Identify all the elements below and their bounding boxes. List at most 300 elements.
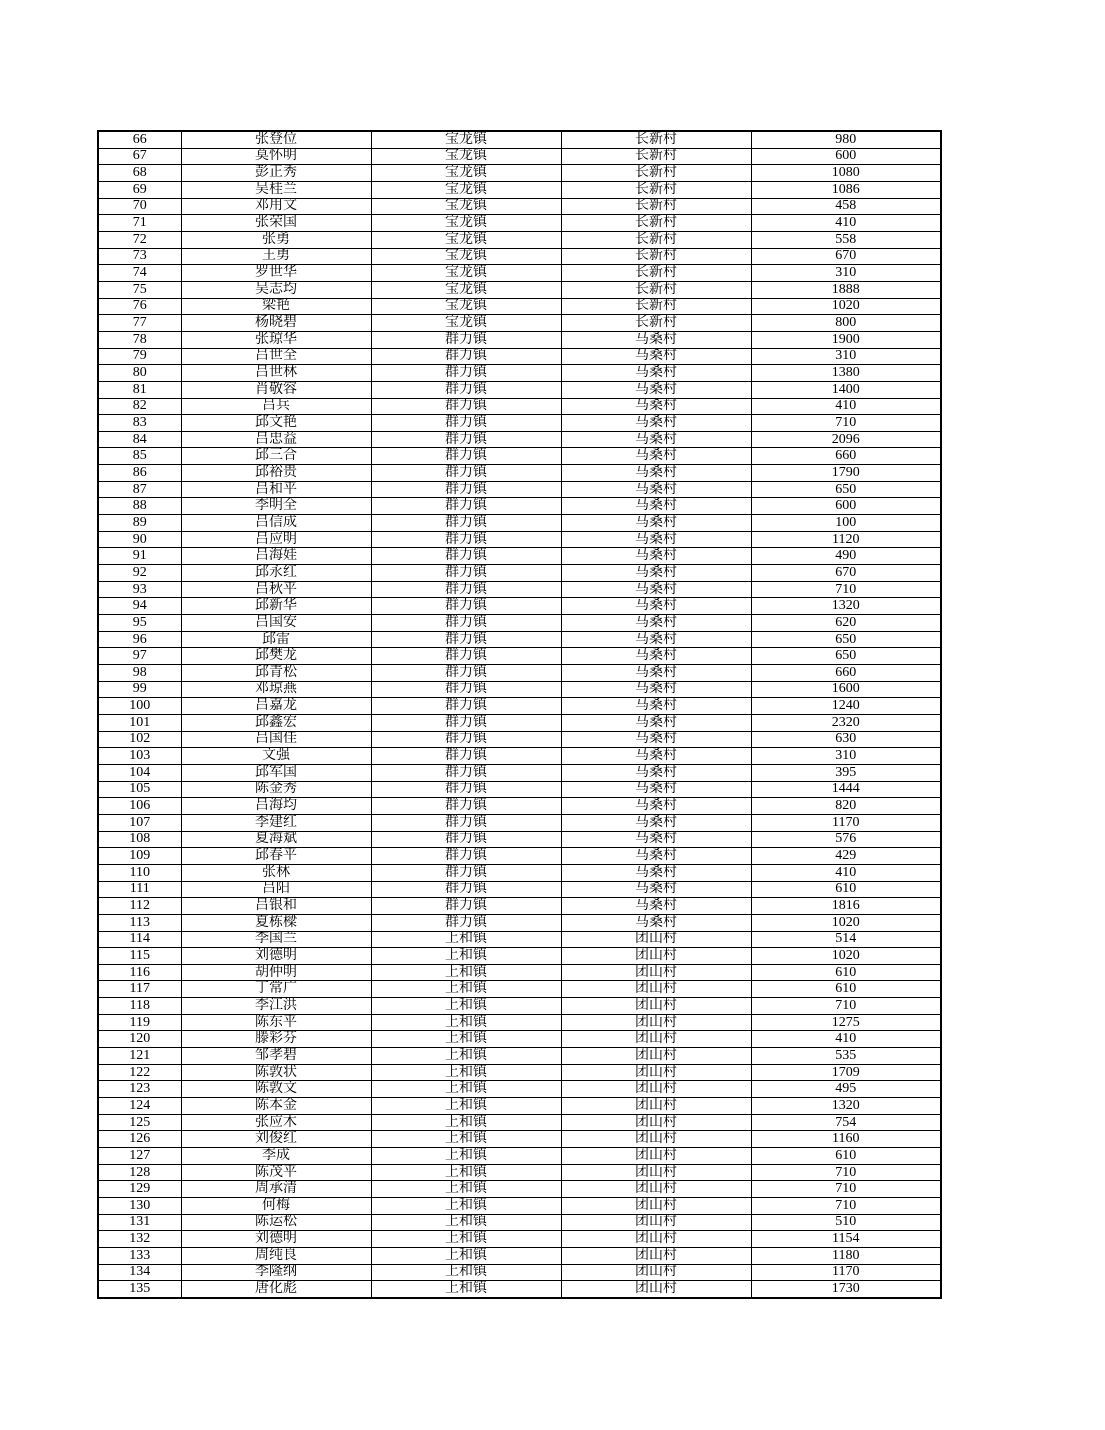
table-row bbox=[98, 1198, 941, 1215]
row-number-cell: 94 bbox=[98, 598, 181, 615]
name-cell: 张林 bbox=[181, 864, 371, 881]
amount-cell: 310 bbox=[751, 265, 941, 282]
name-cell: 莫怀明 bbox=[181, 148, 371, 165]
table-row bbox=[98, 565, 941, 582]
name-cell: 刘德明 bbox=[181, 948, 371, 965]
name-cell: 吕银和 bbox=[181, 898, 371, 915]
village-cell: 长新村 bbox=[561, 181, 751, 198]
amount-cell: 1240 bbox=[751, 698, 941, 715]
table-row bbox=[98, 1081, 941, 1098]
village-cell: 长新村 bbox=[561, 265, 751, 282]
amount-cell: 1154 bbox=[751, 1231, 941, 1248]
amount-cell: 1170 bbox=[751, 1264, 941, 1281]
name-cell: 邓琼燕 bbox=[181, 681, 371, 698]
village-cell: 马桑村 bbox=[561, 748, 751, 765]
village-cell: 马桑村 bbox=[561, 698, 751, 715]
town-cell: 群力镇 bbox=[371, 698, 561, 715]
village-cell: 团山村 bbox=[561, 1264, 751, 1281]
row-number-cell: 109 bbox=[98, 848, 181, 865]
village-cell: 长新村 bbox=[561, 281, 751, 298]
name-cell: 邱三合 bbox=[181, 448, 371, 465]
row-number-cell: 133 bbox=[98, 1247, 181, 1264]
amount-cell: 458 bbox=[751, 198, 941, 215]
name-cell: 邱军国 bbox=[181, 764, 371, 781]
row-number-cell: 107 bbox=[98, 814, 181, 831]
amount-cell: 514 bbox=[751, 931, 941, 948]
name-cell: 吕信成 bbox=[181, 515, 371, 532]
amount-cell: 310 bbox=[751, 748, 941, 765]
village-cell: 团山村 bbox=[561, 1214, 751, 1231]
name-cell: 吕海娃 bbox=[181, 548, 371, 565]
town-cell: 宝龙镇 bbox=[371, 215, 561, 232]
amount-cell: 650 bbox=[751, 631, 941, 648]
town-cell: 上和镇 bbox=[371, 1231, 561, 1248]
name-cell: 邱裕贵 bbox=[181, 465, 371, 482]
row-number-cell: 82 bbox=[98, 398, 181, 415]
town-cell: 群力镇 bbox=[371, 881, 561, 898]
amount-cell: 535 bbox=[751, 1048, 941, 1065]
village-cell: 团山村 bbox=[561, 1031, 751, 1048]
amount-cell: 1444 bbox=[751, 781, 941, 798]
name-cell: 刘俊红 bbox=[181, 1131, 371, 1148]
village-cell: 马桑村 bbox=[561, 365, 751, 382]
row-number-cell: 90 bbox=[98, 531, 181, 548]
table-row bbox=[98, 198, 941, 215]
table-row bbox=[98, 248, 941, 265]
table-row bbox=[98, 1281, 941, 1298]
name-cell: 吕和平 bbox=[181, 481, 371, 498]
row-number-cell: 91 bbox=[98, 548, 181, 565]
row-number-cell: 70 bbox=[98, 198, 181, 215]
village-cell: 长新村 bbox=[561, 165, 751, 182]
amount-cell: 1180 bbox=[751, 1247, 941, 1264]
amount-cell: 100 bbox=[751, 515, 941, 532]
table-row bbox=[98, 431, 941, 448]
row-number-cell: 71 bbox=[98, 215, 181, 232]
row-number-cell: 66 bbox=[98, 131, 181, 148]
table-row bbox=[98, 1048, 941, 1065]
village-cell: 马桑村 bbox=[561, 581, 751, 598]
table-row bbox=[98, 731, 941, 748]
name-cell: 吕秋平 bbox=[181, 581, 371, 598]
row-number-cell: 112 bbox=[98, 898, 181, 915]
amount-cell: 600 bbox=[751, 148, 941, 165]
row-number-cell: 80 bbox=[98, 365, 181, 382]
table-body bbox=[98, 131, 941, 1298]
name-cell: 邱雷 bbox=[181, 631, 371, 648]
name-cell: 李明全 bbox=[181, 498, 371, 515]
table-row bbox=[98, 714, 941, 731]
table-row bbox=[98, 881, 941, 898]
name-cell: 丁常广 bbox=[181, 981, 371, 998]
amount-cell: 710 bbox=[751, 1198, 941, 1215]
row-number-cell: 100 bbox=[98, 698, 181, 715]
row-number-cell: 105 bbox=[98, 781, 181, 798]
table-row bbox=[98, 948, 941, 965]
row-number-cell: 72 bbox=[98, 231, 181, 248]
village-cell: 马桑村 bbox=[561, 615, 751, 632]
row-number-cell: 97 bbox=[98, 648, 181, 665]
table-row bbox=[98, 1247, 941, 1264]
name-cell: 夏栋樑 bbox=[181, 914, 371, 931]
row-number-cell: 81 bbox=[98, 381, 181, 398]
village-cell: 马桑村 bbox=[561, 864, 751, 881]
table-row bbox=[98, 898, 941, 915]
table-row bbox=[98, 848, 941, 865]
village-cell: 团山村 bbox=[561, 1231, 751, 1248]
table-row bbox=[98, 515, 941, 532]
village-cell: 马桑村 bbox=[561, 798, 751, 815]
town-cell: 上和镇 bbox=[371, 1131, 561, 1148]
town-cell: 群力镇 bbox=[371, 515, 561, 532]
village-cell: 团山村 bbox=[561, 1181, 751, 1198]
name-cell: 邱春平 bbox=[181, 848, 371, 865]
town-cell: 上和镇 bbox=[371, 998, 561, 1015]
table-row bbox=[98, 381, 941, 398]
amount-cell: 980 bbox=[751, 131, 941, 148]
village-cell: 团山村 bbox=[561, 1114, 751, 1131]
name-cell: 邱永红 bbox=[181, 565, 371, 582]
village-cell: 马桑村 bbox=[561, 431, 751, 448]
row-number-cell: 89 bbox=[98, 515, 181, 532]
town-cell: 群力镇 bbox=[371, 898, 561, 915]
name-cell: 张应木 bbox=[181, 1114, 371, 1131]
village-cell: 马桑村 bbox=[561, 681, 751, 698]
town-cell: 宝龙镇 bbox=[371, 231, 561, 248]
table-row bbox=[98, 698, 941, 715]
amount-cell: 2320 bbox=[751, 714, 941, 731]
village-cell: 长新村 bbox=[561, 315, 751, 332]
town-cell: 群力镇 bbox=[371, 814, 561, 831]
amount-cell: 1020 bbox=[751, 948, 941, 965]
table-row bbox=[98, 764, 941, 781]
name-cell: 陈运松 bbox=[181, 1214, 371, 1231]
name-cell: 陈东平 bbox=[181, 1014, 371, 1031]
amount-cell: 620 bbox=[751, 615, 941, 632]
name-cell: 邱樊龙 bbox=[181, 648, 371, 665]
village-cell: 马桑村 bbox=[561, 598, 751, 615]
name-cell: 邱文艳 bbox=[181, 415, 371, 432]
row-number-cell: 86 bbox=[98, 465, 181, 482]
table-row bbox=[98, 415, 941, 432]
town-cell: 群力镇 bbox=[371, 498, 561, 515]
town-cell: 群力镇 bbox=[371, 615, 561, 632]
table-row bbox=[98, 215, 941, 232]
amount-cell: 610 bbox=[751, 964, 941, 981]
name-cell: 王勇 bbox=[181, 248, 371, 265]
town-cell: 宝龙镇 bbox=[371, 315, 561, 332]
amount-cell: 1120 bbox=[751, 531, 941, 548]
row-number-cell: 77 bbox=[98, 315, 181, 332]
amount-cell: 670 bbox=[751, 565, 941, 582]
table-row bbox=[98, 781, 941, 798]
town-cell: 上和镇 bbox=[371, 1148, 561, 1165]
name-cell: 吕海均 bbox=[181, 798, 371, 815]
row-number-cell: 118 bbox=[98, 998, 181, 1015]
row-number-cell: 67 bbox=[98, 148, 181, 165]
village-cell: 团山村 bbox=[561, 1247, 751, 1264]
village-cell: 马桑村 bbox=[561, 648, 751, 665]
name-cell: 吕世林 bbox=[181, 365, 371, 382]
name-cell: 陈金秀 bbox=[181, 781, 371, 798]
row-number-cell: 98 bbox=[98, 665, 181, 682]
village-cell: 团山村 bbox=[561, 1081, 751, 1098]
town-cell: 群力镇 bbox=[371, 748, 561, 765]
table-row bbox=[98, 914, 941, 931]
amount-cell: 710 bbox=[751, 581, 941, 598]
table-row bbox=[98, 814, 941, 831]
name-cell: 杨晓碧 bbox=[181, 315, 371, 332]
amount-cell: 1275 bbox=[751, 1014, 941, 1031]
town-cell: 宝龙镇 bbox=[371, 131, 561, 148]
village-cell: 团山村 bbox=[561, 931, 751, 948]
name-cell: 李隆纲 bbox=[181, 1264, 371, 1281]
row-number-cell: 127 bbox=[98, 1148, 181, 1165]
village-cell: 马桑村 bbox=[561, 831, 751, 848]
amount-cell: 710 bbox=[751, 1181, 941, 1198]
town-cell: 群力镇 bbox=[371, 548, 561, 565]
village-cell: 马桑村 bbox=[561, 548, 751, 565]
row-number-cell: 111 bbox=[98, 881, 181, 898]
town-cell: 群力镇 bbox=[371, 565, 561, 582]
amount-cell: 660 bbox=[751, 665, 941, 682]
row-number-cell: 122 bbox=[98, 1064, 181, 1081]
town-cell: 群力镇 bbox=[371, 764, 561, 781]
row-number-cell: 119 bbox=[98, 1014, 181, 1031]
village-cell: 长新村 bbox=[561, 198, 751, 215]
amount-cell: 1900 bbox=[751, 331, 941, 348]
row-number-cell: 68 bbox=[98, 165, 181, 182]
town-cell: 上和镇 bbox=[371, 964, 561, 981]
row-number-cell: 69 bbox=[98, 181, 181, 198]
village-cell: 马桑村 bbox=[561, 331, 751, 348]
table-row bbox=[98, 981, 941, 998]
table-row bbox=[98, 831, 941, 848]
row-number-cell: 125 bbox=[98, 1114, 181, 1131]
town-cell: 群力镇 bbox=[371, 631, 561, 648]
town-cell: 宝龙镇 bbox=[371, 181, 561, 198]
town-cell: 群力镇 bbox=[371, 914, 561, 931]
town-cell: 宝龙镇 bbox=[371, 248, 561, 265]
town-cell: 群力镇 bbox=[371, 665, 561, 682]
town-cell: 上和镇 bbox=[371, 1181, 561, 1198]
row-number-cell: 134 bbox=[98, 1264, 181, 1281]
amount-cell: 710 bbox=[751, 415, 941, 432]
name-cell: 吕应明 bbox=[181, 531, 371, 548]
amount-cell: 610 bbox=[751, 981, 941, 998]
row-number-cell: 120 bbox=[98, 1031, 181, 1048]
row-number-cell: 121 bbox=[98, 1048, 181, 1065]
row-number-cell: 129 bbox=[98, 1181, 181, 1198]
town-cell: 群力镇 bbox=[371, 465, 561, 482]
amount-cell: 650 bbox=[751, 481, 941, 498]
village-cell: 团山村 bbox=[561, 1164, 751, 1181]
table-row bbox=[98, 331, 941, 348]
amount-cell: 650 bbox=[751, 648, 941, 665]
village-cell: 马桑村 bbox=[561, 764, 751, 781]
amount-cell: 1380 bbox=[751, 365, 941, 382]
row-number-cell: 113 bbox=[98, 914, 181, 931]
name-cell: 吕阳 bbox=[181, 881, 371, 898]
amount-cell: 754 bbox=[751, 1114, 941, 1131]
town-cell: 上和镇 bbox=[371, 1114, 561, 1131]
table-row bbox=[98, 615, 941, 632]
amount-cell: 2096 bbox=[751, 431, 941, 448]
village-cell: 马桑村 bbox=[561, 498, 751, 515]
town-cell: 上和镇 bbox=[371, 1164, 561, 1181]
table-row bbox=[98, 665, 941, 682]
village-cell: 马桑村 bbox=[561, 398, 751, 415]
table-row bbox=[98, 1264, 941, 1281]
town-cell: 宝龙镇 bbox=[371, 165, 561, 182]
table-row bbox=[98, 1164, 941, 1181]
village-cell: 马桑村 bbox=[561, 465, 751, 482]
amount-cell: 1160 bbox=[751, 1131, 941, 1148]
table-row bbox=[98, 964, 941, 981]
name-cell: 邱新华 bbox=[181, 598, 371, 615]
table-row bbox=[98, 548, 941, 565]
row-number-cell: 101 bbox=[98, 714, 181, 731]
village-cell: 团山村 bbox=[561, 1198, 751, 1215]
name-cell: 李国兰 bbox=[181, 931, 371, 948]
town-cell: 上和镇 bbox=[371, 1247, 561, 1264]
table-row bbox=[98, 1148, 941, 1165]
table-row bbox=[98, 315, 941, 332]
amount-cell: 429 bbox=[751, 848, 941, 865]
village-cell: 马桑村 bbox=[561, 381, 751, 398]
table-row bbox=[98, 481, 941, 498]
village-cell: 团山村 bbox=[561, 1014, 751, 1031]
village-cell: 团山村 bbox=[561, 1064, 751, 1081]
amount-cell: 710 bbox=[751, 998, 941, 1015]
village-cell: 长新村 bbox=[561, 298, 751, 315]
amount-cell: 800 bbox=[751, 315, 941, 332]
row-number-cell: 123 bbox=[98, 1081, 181, 1098]
amount-cell: 820 bbox=[751, 798, 941, 815]
amount-cell: 1020 bbox=[751, 298, 941, 315]
amount-cell: 610 bbox=[751, 881, 941, 898]
amount-cell: 1816 bbox=[751, 898, 941, 915]
village-cell: 团山村 bbox=[561, 1281, 751, 1298]
town-cell: 群力镇 bbox=[371, 431, 561, 448]
village-cell: 马桑村 bbox=[561, 515, 751, 532]
name-cell: 彭正秀 bbox=[181, 165, 371, 182]
table-row bbox=[98, 1214, 941, 1231]
town-cell: 上和镇 bbox=[371, 1214, 561, 1231]
name-cell: 周承清 bbox=[181, 1181, 371, 1198]
village-cell: 团山村 bbox=[561, 1098, 751, 1115]
name-cell: 文强 bbox=[181, 748, 371, 765]
amount-cell: 490 bbox=[751, 548, 941, 565]
row-number-cell: 110 bbox=[98, 864, 181, 881]
row-number-cell: 103 bbox=[98, 748, 181, 765]
table-row bbox=[98, 298, 941, 315]
village-cell: 长新村 bbox=[561, 131, 751, 148]
row-number-cell: 115 bbox=[98, 948, 181, 965]
table-row bbox=[98, 281, 941, 298]
name-cell: 吕兵 bbox=[181, 398, 371, 415]
row-number-cell: 83 bbox=[98, 415, 181, 432]
row-number-cell: 73 bbox=[98, 248, 181, 265]
town-cell: 上和镇 bbox=[371, 1281, 561, 1298]
village-cell: 团山村 bbox=[561, 948, 751, 965]
town-cell: 群力镇 bbox=[371, 415, 561, 432]
amount-cell: 1730 bbox=[751, 1281, 941, 1298]
name-cell: 吕国安 bbox=[181, 615, 371, 632]
table-row bbox=[98, 398, 941, 415]
amount-cell: 1086 bbox=[751, 181, 941, 198]
table-row bbox=[98, 348, 941, 365]
town-cell: 群力镇 bbox=[371, 798, 561, 815]
amount-cell: 1400 bbox=[751, 381, 941, 398]
row-number-cell: 99 bbox=[98, 681, 181, 698]
row-number-cell: 84 bbox=[98, 431, 181, 448]
village-cell: 团山村 bbox=[561, 998, 751, 1015]
town-cell: 群力镇 bbox=[371, 531, 561, 548]
row-number-cell: 95 bbox=[98, 615, 181, 632]
name-cell: 吴桂兰 bbox=[181, 181, 371, 198]
village-cell: 长新村 bbox=[561, 231, 751, 248]
name-cell: 唐化彪 bbox=[181, 1281, 371, 1298]
village-cell: 团山村 bbox=[561, 964, 751, 981]
table-row bbox=[98, 365, 941, 382]
town-cell: 上和镇 bbox=[371, 1064, 561, 1081]
village-cell: 马桑村 bbox=[561, 881, 751, 898]
table-row bbox=[98, 648, 941, 665]
table-row bbox=[98, 581, 941, 598]
village-cell: 马桑村 bbox=[561, 531, 751, 548]
table-row bbox=[98, 131, 941, 148]
name-cell: 邱鑫宏 bbox=[181, 714, 371, 731]
table-row bbox=[98, 165, 941, 182]
table-row bbox=[98, 864, 941, 881]
amount-cell: 600 bbox=[751, 498, 941, 515]
row-number-cell: 124 bbox=[98, 1098, 181, 1115]
town-cell: 群力镇 bbox=[371, 681, 561, 698]
name-cell: 吕国佳 bbox=[181, 731, 371, 748]
row-number-cell: 116 bbox=[98, 964, 181, 981]
row-number-cell: 128 bbox=[98, 1164, 181, 1181]
amount-cell: 410 bbox=[751, 215, 941, 232]
village-cell: 团山村 bbox=[561, 1131, 751, 1148]
amount-cell: 558 bbox=[751, 231, 941, 248]
village-cell: 长新村 bbox=[561, 215, 751, 232]
village-cell: 马桑村 bbox=[561, 665, 751, 682]
village-cell: 马桑村 bbox=[561, 481, 751, 498]
table-row bbox=[98, 1114, 941, 1131]
village-cell: 马桑村 bbox=[561, 814, 751, 831]
town-cell: 群力镇 bbox=[371, 331, 561, 348]
village-cell: 长新村 bbox=[561, 248, 751, 265]
town-cell: 群力镇 bbox=[371, 831, 561, 848]
amount-cell: 410 bbox=[751, 398, 941, 415]
town-cell: 群力镇 bbox=[371, 381, 561, 398]
amount-cell: 1170 bbox=[751, 814, 941, 831]
name-cell: 梁艳 bbox=[181, 298, 371, 315]
name-cell: 张荣国 bbox=[181, 215, 371, 232]
amount-cell: 410 bbox=[751, 864, 941, 881]
row-number-cell: 108 bbox=[98, 831, 181, 848]
village-cell: 团山村 bbox=[561, 981, 751, 998]
town-cell: 群力镇 bbox=[371, 398, 561, 415]
village-cell: 马桑村 bbox=[561, 731, 751, 748]
town-cell: 上和镇 bbox=[371, 1098, 561, 1115]
row-number-cell: 130 bbox=[98, 1198, 181, 1215]
table-row bbox=[98, 448, 941, 465]
amount-cell: 395 bbox=[751, 764, 941, 781]
row-number-cell: 93 bbox=[98, 581, 181, 598]
name-cell: 陈敦文 bbox=[181, 1081, 371, 1098]
